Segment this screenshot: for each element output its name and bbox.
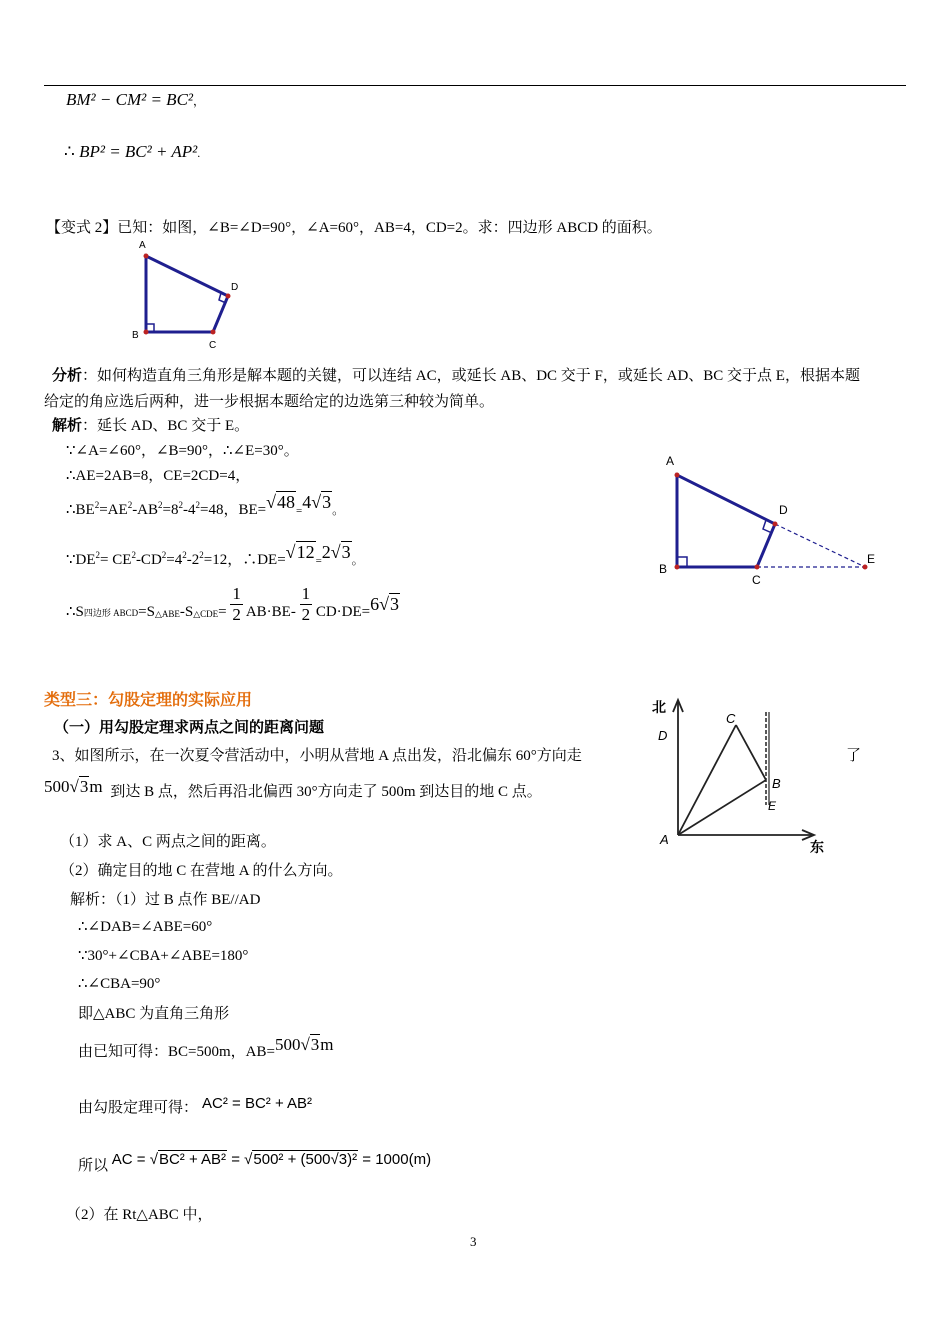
solution-line4: $\because DE^2= CE^2-CD^2=4^2-2^2=12$，∴DE=√12=2√3。 [66, 542, 364, 568]
solution3-step8: （2）在 Rt△ABC 中， [66, 1207, 213, 1223]
problem3-le: 了 [846, 748, 862, 764]
east-label: 东 [810, 839, 824, 855]
svg-text:B: B [772, 776, 781, 791]
north-label: 北 [652, 699, 666, 715]
question1: （1）求 A、C 两点之间的距离。 [60, 834, 276, 850]
page-number: 3 [470, 1234, 477, 1249]
solution3-step7: 所以 AC = √BC² + AB² = √500² + (500√3)² = 1000(m) [78, 1151, 432, 1174]
question2: （2）确定目的地 C 在营地 A 的什么方向。 [60, 863, 343, 879]
svg-text:A: A [660, 832, 669, 847]
solution-intro: 解析：延长 AD、BC 交于 E。 [52, 418, 250, 434]
svg-text:E: E [867, 552, 876, 566]
label-d: D [231, 282, 239, 293]
section-title-type3: 类型三：勾股定理的实际应用 [44, 692, 253, 709]
svg-text:D: D [779, 503, 788, 517]
svg-text:C: C [752, 573, 761, 587]
solution-line1: ∵∠A=∠60°，∠B=90°，∴∠E=30°。 [66, 443, 299, 459]
header-rule [44, 85, 906, 86]
solution3-step3: ∴∠CBA=90° [78, 976, 161, 992]
label-c: C [209, 340, 217, 351]
analysis-line2: 给定的角应选后两种，进一步根据本题给定的边选第三种较为简单。 [44, 394, 495, 410]
solution3-step6: 由勾股定理可得： AC² = BC² + AB² [78, 1095, 313, 1116]
svg-text:B: B [659, 562, 668, 576]
solution3-step2: ∵30°+∠CBA+∠ABE=180° [78, 948, 249, 964]
quadrilateral-figure [125, 236, 255, 351]
compass-figure [650, 690, 835, 860]
solution-line5: ∴S四边形 ABCD=S△ABE-S△CDE= $\frac{1}{2}$ AB·BE- $\frac{1}{2}$ CD·DE=6√3 [66, 584, 399, 625]
problem3-line1: 3、如图所示，在一次夏令营活动中，小明从营地 A 点出发，沿北偏东 60°方向走 [52, 748, 582, 764]
solution3-step4: 即△ABC 为直角三角形 [78, 1006, 230, 1022]
svg-text:D: D [658, 728, 668, 743]
fraction-half-2: $\frac{1}{2}$ [301, 584, 311, 625]
label-b: B [132, 330, 139, 341]
fraction-half-1: $\frac{1}{2}$ [232, 584, 241, 625]
solution3-intro: 解析：（1）过 B 点作 BE//AD [70, 892, 261, 908]
solution-line2: ∴AE=2AB=8，CE=2CD=4， [66, 468, 251, 484]
solution3-step5: 由已知可得：BC=500m，AB=500√3m [78, 1035, 334, 1060]
subsection-title: （一）用勾股定理求两点之间的距离问题 [54, 720, 325, 736]
svg-text:A: A [666, 454, 675, 468]
extended-figure [655, 450, 885, 590]
solution3-step1: ∴∠DAB=∠ABE=60° [78, 919, 213, 935]
label-a: A [139, 240, 146, 251]
svg-text:E: E [768, 799, 777, 813]
equation-bp: ∴ BP² = BC² + AP². [64, 142, 201, 161]
variant2-problem: 【变式 2】已知：如图，∠B=∠D=90°，∠A=60°，AB=4，CD=2。求：四边形 ABCD 的面积。 [46, 220, 662, 236]
analysis-line1: 分析：如何构造直角三角形是解本题的关键，可以连结 AC，或延长 AB、DC 交于 F，或延长 AD、BC 交于点 E，根据本题 [52, 368, 860, 384]
solution-line3: $\therefore BE^2=AE^2-AB^2=8^2-4^2=48$，BE=√48=4√3。 [66, 492, 345, 518]
svg-text:C: C [726, 711, 736, 726]
problem3-line2: 500√3m 到达 B 点，然后再沿北偏西 30°方向走了 500m 到达目的地 C 点。 [44, 777, 542, 800]
equation-bm-cm: BM² − CM² = BC²， [66, 90, 206, 109]
